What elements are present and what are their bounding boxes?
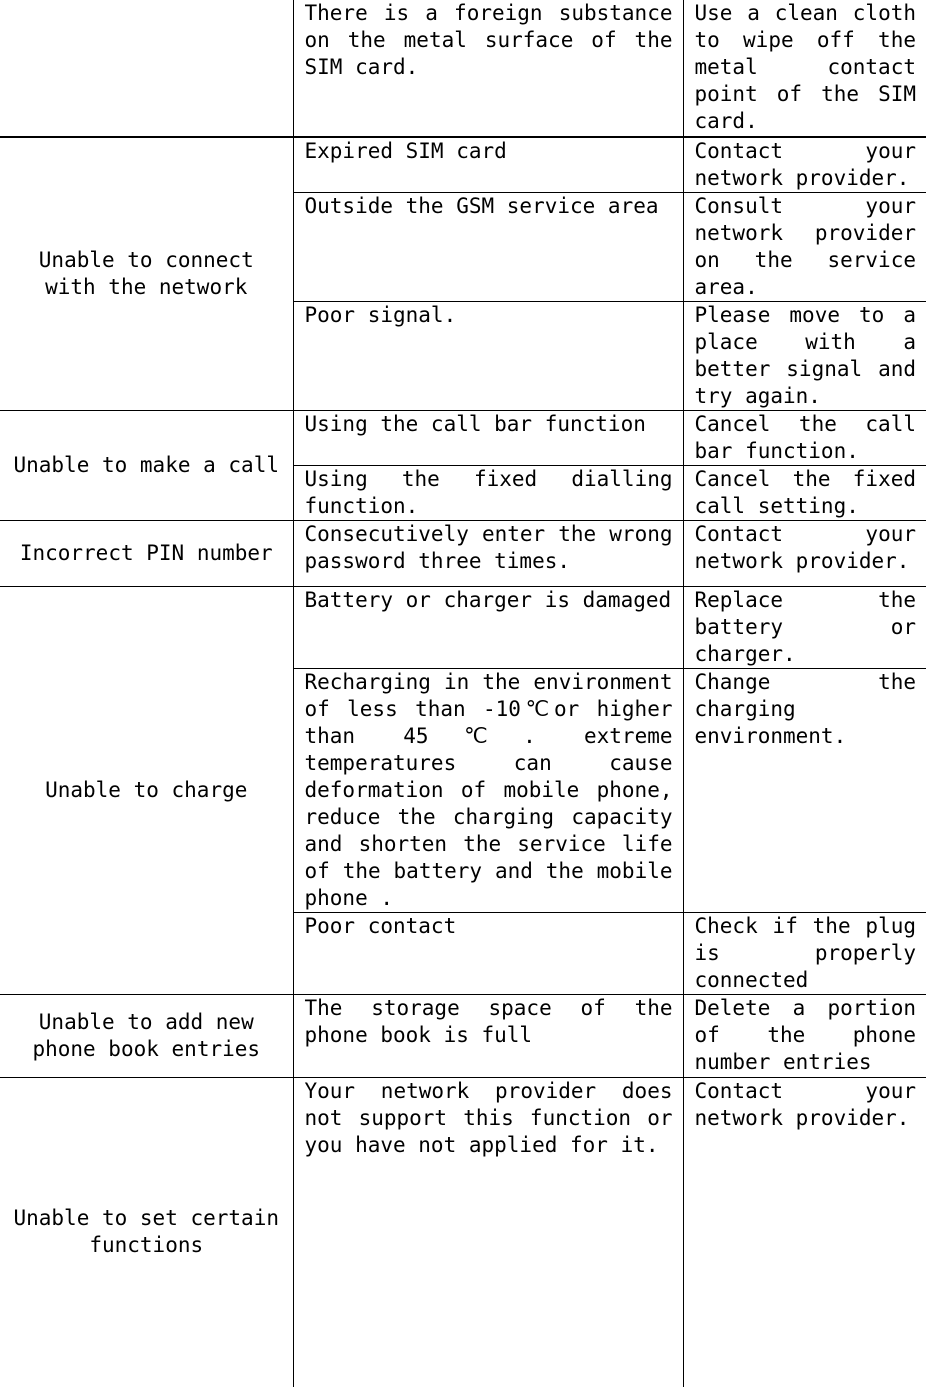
cause-cell: There is a foreign substance on the metal surface of the SIM card. (293, 0, 683, 137)
solution-cell: Contact your network provider. (683, 1078, 926, 1387)
solution-cell: Contact your network provider. (683, 137, 926, 193)
cause-cell: Outside the GSM service area (293, 193, 683, 302)
problem-cell (0, 0, 293, 137)
solution-cell: Use a clean cloth to wipe off the metal contact point of the SIM card. (683, 0, 926, 137)
solution-cell: Contact your network provider. (683, 521, 926, 587)
solution-cell: Cancel the fixed call setting. (683, 466, 926, 521)
table-row (0, 411, 926, 466)
cause-cell: Poor contact (293, 913, 683, 995)
cause-cell: Your network provider does not support this function or you have not applied for it. (293, 1078, 683, 1387)
table-row (0, 587, 926, 669)
cause-cell: Battery or charger is damaged (293, 587, 683, 669)
table-row (0, 995, 926, 1078)
problem-cell: Unable to add new phone book entries (0, 995, 293, 1078)
cause-cell: The storage space of the phone book is full (293, 995, 683, 1078)
table-row (0, 137, 926, 193)
cause-cell: Poor signal. (293, 302, 683, 411)
solution-cell: Consult your network provider on the service area. (683, 193, 926, 302)
solution-cell: Check if the plug is properly connected (683, 913, 926, 995)
cause-cell: Expired SIM card (293, 137, 683, 193)
table-row (0, 0, 926, 137)
solution-cell: Delete a portion of the phone number entries (683, 995, 926, 1078)
solution-cell: Please move to a place with a better signal and try again. (683, 302, 926, 411)
problem-cell: Incorrect PIN number (0, 521, 293, 587)
solution-cell: Replace the battery or charger. (683, 587, 926, 669)
problem-cell: Unable to make a call (0, 411, 293, 521)
problem-cell: Unable to connect with the network (0, 137, 293, 411)
problem-cell: Unable to charge (0, 587, 293, 995)
solution-cell: Change the charging environment. (683, 669, 926, 913)
cause-cell: Recharging in the environment of less than -10℃or higher than 45℃. extreme temperatures can cause deformation of mobile phone, reduce the charging capacity and shorten the service life of the battery and the mobile phone . (293, 669, 683, 913)
solution-cell: Cancel the call bar function. (683, 411, 926, 466)
problem-cell: Unable to set certain functions (0, 1078, 293, 1387)
table-row (0, 1078, 926, 1387)
table-row (0, 521, 926, 587)
cause-cell: Consecutively enter the wrong password three times. (293, 521, 683, 587)
cause-cell: Using the call bar function (293, 411, 683, 466)
cause-cell: Using the fixed dialling function. (293, 466, 683, 521)
